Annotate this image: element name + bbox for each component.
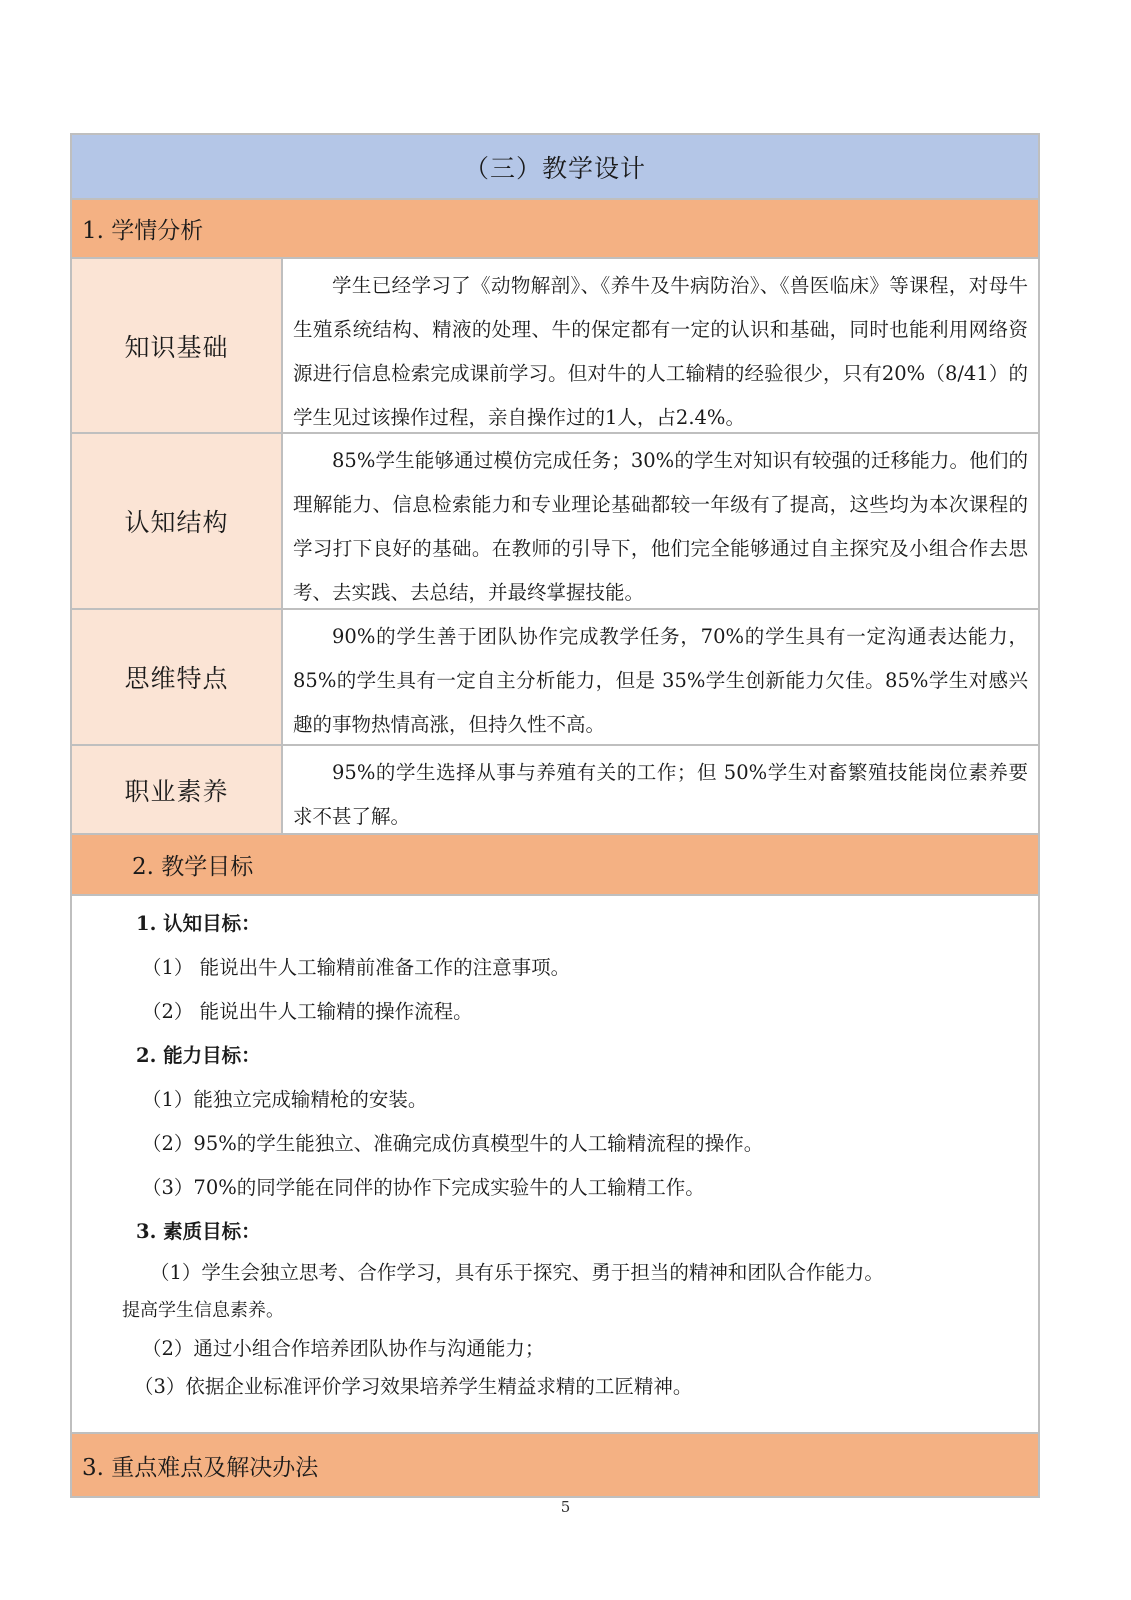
row-label: 职业素养 xyxy=(72,746,283,833)
goal-item: （1） 能说出牛人工输精前准备工作的注意事项。 xyxy=(142,956,571,979)
goal-item: （3）70%的同学能在同伴的协作下完成实验牛的人工输精工作。 xyxy=(142,1176,705,1199)
section-heading-text: 2. 教学目标 xyxy=(132,854,254,880)
row-label: 认知结构 xyxy=(72,434,283,608)
analysis-row-professional-quality xyxy=(72,746,1038,835)
section-heading-teaching-goals xyxy=(72,835,1038,896)
row-text: 95%的学生选择从事与养殖有关的工作；但 50%学生对畜繁殖技能岗位素养要求不甚了解。 xyxy=(293,761,1028,828)
row-text: 85%学生能够通过模仿完成任务；30%的学生对知识有较强的迁移能力。他们的理解能力、信息检索能力和专业理论基础都较一年级有了提高，这些均为本次课程的学习打下良好的基础。在教师的引导下，他们完全能够通过自主探究及小组合作去思考、去实践、去总结，并最终掌握技能。 xyxy=(293,449,1028,604)
analysis-row-thinking-traits xyxy=(72,610,1038,746)
goal-item-continuation: 提高学生信息素养。 xyxy=(122,1300,284,1321)
section-heading-student-analysis xyxy=(72,200,1038,259)
table-title-text: （三）教学设计 xyxy=(463,153,646,183)
section-heading-key-points xyxy=(72,1434,1038,1496)
goal-item: （2）95%的学生能独立、准确完成仿真模型牛的人工输精流程的操作。 xyxy=(142,1132,764,1155)
section-heading-text: 1. 学情分析 xyxy=(82,218,204,244)
teaching-goals-body xyxy=(72,896,1038,1434)
goal-group-title: 1. 认知目标： xyxy=(136,912,261,935)
analysis-row-knowledge-base xyxy=(72,259,1038,434)
row-label: 知识基础 xyxy=(72,259,283,432)
goal-item: （1）能独立完成输精枪的安装。 xyxy=(142,1088,428,1111)
goal-group-title: 2. 能力目标： xyxy=(136,1044,261,1067)
goal-item: （3）依据企业标准评价学习效果培养学生精益求精的工匠精神。 xyxy=(134,1375,693,1398)
row-label: 思维特点 xyxy=(72,610,283,744)
table-title xyxy=(72,135,1038,200)
row-text: 学生已经学习了《动物解剖》、《养牛及牛病防治》、《兽医临床》等课程，对母牛生殖系统结构、精液的处理、牛的保定都有一定的认识和基础，同时也能利用网络资源进行信息检索完成课前学习。但对牛的人工输精的经验很少，只有20%（8/41）的学生见过该操作过程，亲自操作过的1人，占2.4%。 xyxy=(293,274,1028,429)
section-heading-text: 3. 重点难点及解决办法 xyxy=(82,1454,319,1481)
page-number: 5 xyxy=(560,1498,571,1516)
teaching-design-table xyxy=(70,133,1040,1498)
row-text: 90%的学生善于团队协作完成教学任务，70%的学生具有一定沟通表达能力，85%的学生具有一定自主分析能力，但是 35%学生创新能力欠佳。85%学生对感兴趣的事物热情高涨，但持久性不高。 xyxy=(293,625,1028,736)
goal-item: （1）学生会独立思考、合作学习，具有乐于探究、勇于担当的精神和团队合作能力。 xyxy=(150,1261,884,1284)
goal-item: （2）通过小组合作培养团队协作与沟通能力； xyxy=(142,1337,545,1360)
goal-group-title: 3. 素质目标： xyxy=(136,1220,261,1243)
goal-item: （2） 能说出牛人工输精的操作流程。 xyxy=(142,1000,473,1023)
analysis-row-cognitive-structure xyxy=(72,434,1038,610)
